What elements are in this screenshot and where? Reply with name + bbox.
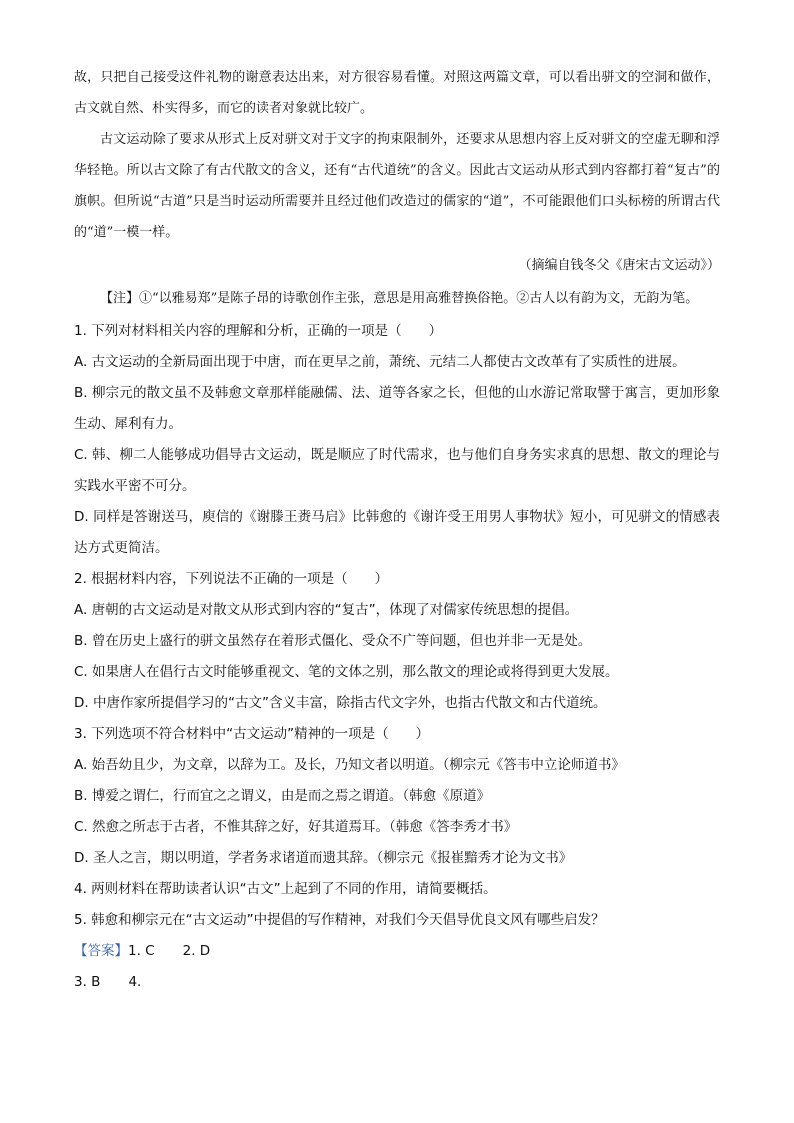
question-option: C. 然愈之所志于古者，不惟其辞之好，好其道焉耳。（韩愈《答李秀才书》 [74, 819, 518, 835]
question-option: B. 柳宗元的散文虽不及韩愈文章那样能融儒、法、道等各家之长，但他的山水游记常取譬于寓言，更加形象生动、犀利有力。 [74, 385, 720, 432]
question-block [74, 564, 720, 719]
document-page [74, 62, 720, 998]
question-section [74, 316, 720, 998]
question-option: B. 曾在历史上盛行的骈文虽然存在着形式僵化、受众不广等问题，但也并非一无是处。 [74, 633, 592, 649]
question-option: C. 如果唐人在倡行古文时能够重视文、笔的文体之别，那么散文的理论或将得到更大发展。 [74, 664, 619, 680]
question-block [74, 316, 720, 564]
answer-item: 3. B [74, 974, 101, 990]
question-option: A. 古文运动的全新局面出现于中唐，而在更早之前，萧统、元结二人都使古文改革有了实质性的进展。 [74, 354, 686, 370]
question-option: C. 韩、柳二人能够成功倡导古文运动，既是顺应了时代需求，也与他们自身务实求真的思想、散文的理论与实践水平密不可分。 [74, 447, 720, 494]
answer-item: 2. D [182, 943, 211, 959]
question-stem: 4. 两则材料在帮助读者认识“古文”上起到了不同的作用，请简要概括。 [74, 881, 497, 897]
question-stem: 3. 下列选项不符合材料中“古文运动”精神的一项是（ ） [74, 726, 430, 742]
answer-line [74, 936, 720, 967]
answer-item: 4. [128, 974, 142, 990]
passage-source: （摘编自钱冬父《唐宋古文运动》） [518, 258, 720, 273]
passage-paragraph: 古文运动除了要求从形式上反对骈文对于文字的拘束限制外，还要求从思想内容上反对骈文的空虚无聊和浮华轻艳。所以古文除了有古代散文的含义，还有“古代道统”的含义。因此古文运动从形式到内容都打着“复古”的旗帜。但所说“古道”只是当时运动所需要并且经过他们改造过的儒家的“道”，不可能跟他们口头标榜的所谓古代的“道”一模一样。 [74, 132, 720, 240]
question-option: A. 唐朝的古文运动是对散文从形式到内容的“复古”，体现了对儒家传统思想的提倡。 [74, 602, 579, 618]
question-block [74, 719, 720, 874]
passage-note: 【注】①“以雅易郑”是陈子昂的诗歌创作主张，意思是用高雅替换俗艳。②古人以有韵为文，无韵为笔。 [100, 291, 699, 306]
question-option: B. 博爱之谓仁，行而宜之之谓义，由是而之焉之谓道。（韩愈《原道》 [74, 788, 491, 804]
question-stem: 2. 根据材料内容，下列说法不正确的一项是（ ） [74, 571, 389, 587]
answer-section [74, 936, 720, 998]
question-option: D. 圣人之言，期以明道，学者务求诸道而遗其辞。（柳宗元《报崔黯秀才论为文书》 [74, 850, 573, 866]
answer-item: 1. C [128, 943, 155, 959]
question-option: D. 同样是答谢送马，庾信的《谢滕王赉马启》比韩愈的《谢许受王用男人事物状》短小，可见骈文的情感表达方式更简洁。 [74, 509, 720, 556]
question-option: D. 中唐作家所提倡学习的“古文”含义丰富，除指古代文字外，也指古代散文和古代道统。 [74, 695, 607, 711]
answer-tag: 【答案】 [74, 943, 128, 959]
reading-passage [74, 62, 720, 314]
answer-line [74, 967, 720, 998]
question-stem: 5. 韩愈和柳宗元在“古文运动”中提倡的写作精神，对我们今天倡导优良文风有哪些启发？ [74, 912, 605, 928]
passage-paragraph: 故，只把自己接受这件礼物的谢意表达出来，对方很容易看懂。对照这两篇文章，可以看出骈文的空洞和做作，古文就自然、朴实得多，而它的读者对象就比较广。 [74, 70, 720, 116]
question-stem: 1. 下列对材料相关内容的理解和分析，正确的一项是（ ） [74, 323, 443, 339]
question-block [74, 874, 720, 905]
question-block [74, 905, 720, 936]
question-option: A. 始吾幼且少，为文章，以辞为工。及长，乃知文者以明道。（柳宗元《答韦中立论师道书》 [74, 757, 625, 773]
